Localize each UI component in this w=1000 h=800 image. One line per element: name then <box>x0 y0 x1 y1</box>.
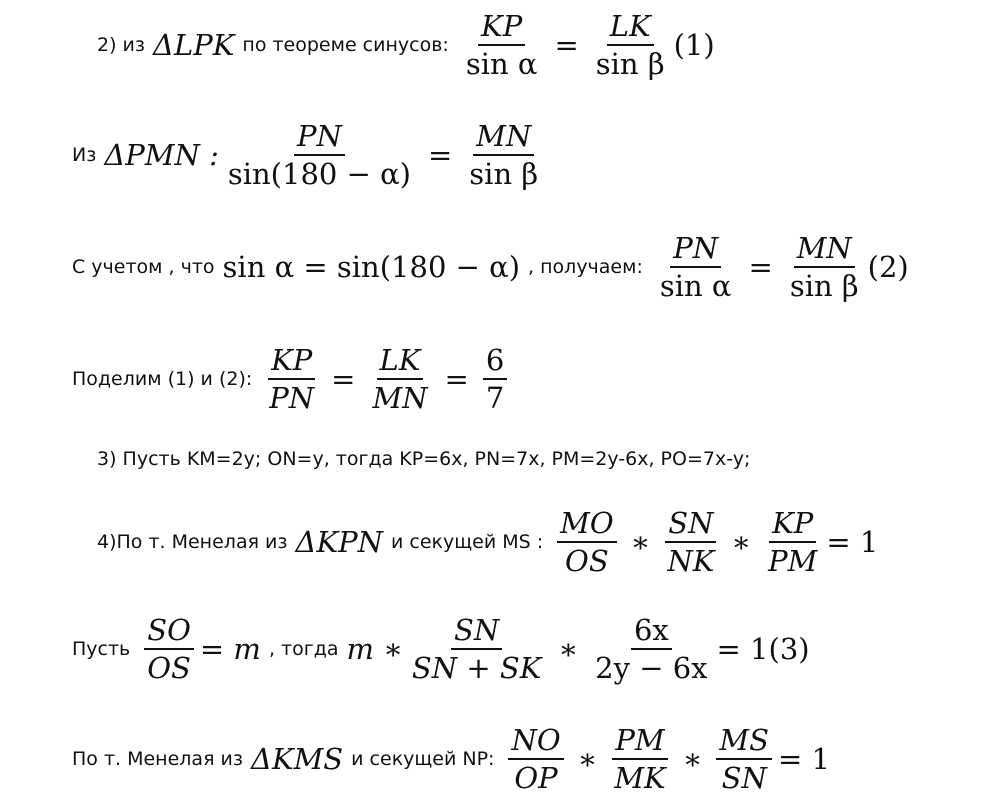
line-7-fraction-2 <box>409 612 545 686</box>
fraction-denominator: SN + SK <box>411 651 542 685</box>
line-8-label2: и секущей NP: <box>351 748 495 770</box>
line-5-text: 3) Пусть KM=2y; ON=y, тогда KP=6x, PN=7x, PM=2y-6x, PO=7x-y; <box>97 448 751 470</box>
fraction-numerator: SO <box>144 612 194 650</box>
equation-line-3 <box>72 230 909 304</box>
line-1-label2: по теореме синусов: <box>242 34 449 56</box>
multiply-sign: ∗ <box>630 525 651 559</box>
fraction-denominator: OP <box>514 761 558 795</box>
fraction-numerator: PN <box>670 230 721 268</box>
fraction-denominator: MN <box>372 381 428 415</box>
line-6-label: 4)По т. Менелая из <box>97 531 288 553</box>
fraction-denominator: PN <box>269 381 315 415</box>
equals-sign: = <box>554 28 579 62</box>
line-1-tail: (1) <box>673 28 715 62</box>
fraction-numerator: SN <box>665 505 716 543</box>
line-7-equals-m: = m <box>199 632 261 666</box>
fraction-denominator: 2y − 6x <box>595 651 708 685</box>
line-6-fraction-2 <box>664 505 717 579</box>
fraction-numerator: LK <box>607 8 654 46</box>
equals-sign: = <box>444 362 469 396</box>
line-8-triangle: ΔKMS <box>251 742 344 776</box>
line-8-fraction-1 <box>508 722 563 796</box>
line-6-triangle: ΔKPN <box>295 525 384 559</box>
line-3-tail: (2) <box>867 250 909 284</box>
equation-line-2 <box>72 118 547 192</box>
fraction-denominator: sin α <box>659 269 732 303</box>
line-8-fraction-2 <box>611 722 668 796</box>
line-4-label: Поделим (1) и (2): <box>72 368 253 390</box>
line-4-fraction-3 <box>483 342 507 416</box>
equation-line-4 <box>72 342 513 416</box>
line-2-triangle: ΔPMN : <box>104 138 219 172</box>
line-1-label: 2) из <box>97 34 145 56</box>
fraction-denominator: OS <box>565 544 609 578</box>
fraction-denominator: sin(180 − α) <box>227 157 411 191</box>
line-8-fraction-3 <box>716 722 772 796</box>
fraction-numerator: KP <box>268 342 315 380</box>
fraction-numerator: SN <box>451 612 502 650</box>
line-7-lead: m ∗ <box>346 632 403 666</box>
line-6-label2: и секущей MS : <box>391 531 544 553</box>
multiply-sign: ∗ <box>731 525 752 559</box>
equals-sign: = <box>427 138 453 172</box>
fraction-numerator: MN <box>473 118 534 156</box>
line-7-fraction-3 <box>592 612 710 686</box>
line-1-triangle: ΔLPK <box>153 28 235 62</box>
fraction-denominator: NK <box>667 544 715 578</box>
fraction-numerator: MO <box>557 505 616 543</box>
fraction-numerator: PM <box>612 722 667 760</box>
fraction-numerator: 6x <box>631 612 672 650</box>
line-7-label: Пусть <box>72 638 131 660</box>
line-6-fraction-1 <box>557 505 616 579</box>
fraction-denominator: sin β <box>469 157 539 191</box>
equation-line-7 <box>72 612 810 686</box>
line-1-fraction-1 <box>463 8 541 82</box>
line-8-tail: = 1 <box>777 742 830 776</box>
line-7-fraction-1 <box>144 612 194 686</box>
line-7-label2: , тогда <box>268 638 339 660</box>
multiply-sign: ∗ <box>577 742 598 776</box>
line-3-fraction-2 <box>787 230 862 304</box>
text-line-5 <box>97 448 750 470</box>
line-8-label: По т. Менелая из <box>72 748 243 770</box>
fraction-numerator: KP <box>478 8 525 46</box>
fraction-denominator: sin α <box>465 47 538 81</box>
equation-line-6 <box>97 505 878 579</box>
line-2-label: Из <box>72 144 97 166</box>
line-6-fraction-3 <box>765 505 820 579</box>
multiply-sign: ∗ <box>682 742 703 776</box>
fraction-denominator: PM <box>768 544 818 578</box>
line-1-fraction-2 <box>593 8 668 82</box>
line-2-fraction-2 <box>466 118 541 192</box>
fraction-denominator: sin β <box>595 47 665 81</box>
fraction-numerator: 6 <box>483 342 507 380</box>
multiply-sign: ∗ <box>558 632 579 666</box>
line-2-fraction-1 <box>225 118 414 192</box>
equation-line-1 <box>97 8 715 82</box>
fraction-denominator: MK <box>614 761 666 795</box>
equation-line-8 <box>72 722 830 796</box>
fraction-numerator: MN <box>794 230 855 268</box>
equals-sign: = <box>748 250 773 284</box>
equals-sign: = <box>331 362 356 396</box>
line-3-label2: , получаем: <box>528 256 643 278</box>
line-6-tail: = 1 <box>826 525 879 559</box>
line-4-fraction-2 <box>369 342 430 416</box>
fraction-numerator: LK <box>377 342 424 380</box>
line-3-fraction-1 <box>657 230 735 304</box>
fraction-denominator: sin β <box>789 269 859 303</box>
fraction-denominator: SN <box>721 761 767 795</box>
fraction-denominator: OS <box>147 651 191 685</box>
fraction-numerator: KP <box>769 505 816 543</box>
fraction-numerator: PN <box>294 118 345 156</box>
line-3-expression: sin α = sin(180 − α) <box>222 250 521 284</box>
line-3-label: С учетом , что <box>72 256 215 278</box>
line-4-fraction-1 <box>266 342 317 416</box>
fraction-numerator: NO <box>508 722 563 760</box>
fraction-denominator: 7 <box>485 381 505 415</box>
fraction-numerator: MS <box>716 722 772 760</box>
line-7-tail: = 1(3) <box>716 632 810 666</box>
